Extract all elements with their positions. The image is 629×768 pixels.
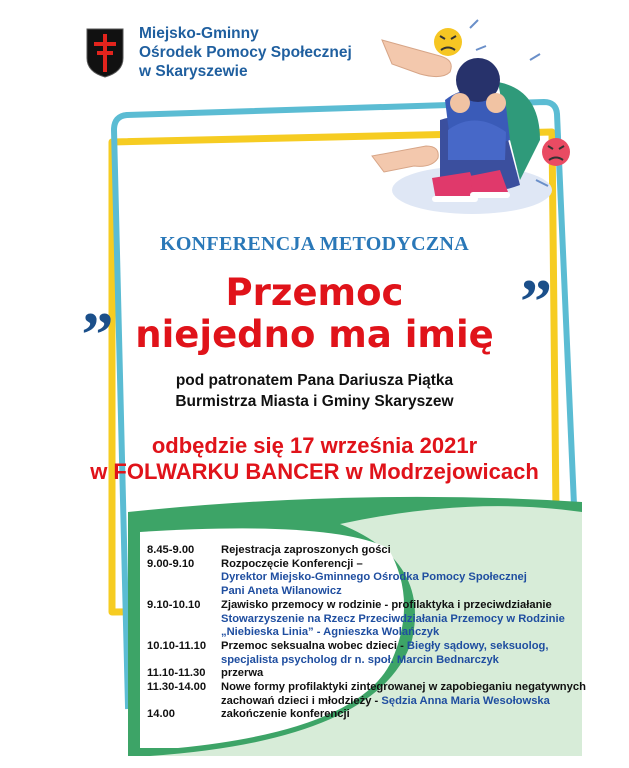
schedule-row	[147, 708, 597, 722]
schedule-topic: Przemoc seksualna wobec dzieci -	[221, 639, 407, 652]
schedule-time: 9.10-10.10	[147, 598, 201, 611]
schedule-row	[147, 640, 597, 654]
schedule-description	[221, 599, 597, 613]
schedule-time: 10.10-11.10	[147, 639, 207, 652]
schedule-time	[147, 626, 221, 640]
schedule-description	[221, 585, 597, 599]
schedule-row	[147, 558, 597, 572]
schedule-row	[147, 571, 597, 585]
schedule-speaker: Dyrektor Miejsko-Gminnego Ośrodka Pomocy Społecznej	[221, 571, 527, 584]
schedule-speaker: Biegły sądowy, seksuolog,	[406, 639, 549, 652]
event-date: odbędzie się 17 września 2021r	[151, 433, 478, 458]
event-info	[0, 433, 629, 485]
schedule-topic: Nowe formy profilaktyki zintegrowanej w zapobieganiu negatywnych	[221, 681, 586, 694]
title-line-2: niejedno ma imię	[135, 313, 494, 356]
angry-face-icon	[434, 28, 462, 56]
patronage-line: Burmistrza Miasta i Gminy Skaryszew	[175, 393, 454, 410]
schedule-description	[221, 544, 597, 558]
schedule-description	[221, 613, 597, 627]
schedule-description	[221, 626, 597, 640]
schedule-speaker: Sędzia Anna Maria Wesołowska	[381, 694, 550, 707]
schedule-time: 11.10-11.30	[147, 667, 206, 680]
coat-of-arms-icon	[86, 28, 124, 78]
schedule-time	[147, 695, 221, 709]
schedule-topic: zakończenie konferencji	[221, 708, 350, 721]
schedule-row	[147, 613, 597, 627]
schedule-row	[147, 654, 597, 668]
schedule-description	[221, 558, 597, 572]
schedule-time: 14.00	[147, 708, 175, 721]
schedule-description	[221, 681, 597, 695]
angry-face-icon	[542, 138, 570, 166]
event-location: w FOLWARKU BANCER w Modrzejowicach	[90, 459, 539, 484]
schedule-topic: przerwa	[221, 667, 264, 680]
schedule-time: 8.45-9.00	[147, 544, 195, 556]
schedule	[147, 544, 597, 722]
organization-name	[139, 24, 352, 81]
schedule-topic: Rejestracja zaproszonych gości	[221, 544, 391, 556]
organization-line: w Skaryszewie	[139, 63, 248, 80]
pointing-hand-icon	[372, 146, 438, 172]
conference-kicker: KONFERENCJA METODYCZNA	[159, 233, 470, 255]
patronage	[0, 370, 629, 412]
quote-close: ”	[520, 266, 552, 337]
organization-line: Miejsko-Gminny	[139, 25, 259, 42]
organization-line: Ośrodek Pomocy Społecznej	[139, 44, 352, 61]
schedule-row	[147, 695, 597, 709]
schedule-row	[147, 544, 597, 558]
schedule-speaker: specjalista psycholog dr n. społ. Marcin Bednarczyk	[221, 653, 499, 666]
title-line-1: Przemoc	[225, 271, 404, 314]
schedule-description	[221, 695, 597, 709]
schedule-speaker: Stowarzyszenie na Rzecz Przeciwdziałania Przemocy w Rodzinie	[221, 612, 565, 625]
schedule-topic: zachowań dzieci i młodzieży -	[221, 694, 382, 707]
schedule-description	[221, 708, 597, 722]
schedule-time	[147, 613, 221, 627]
schedule-time	[147, 571, 221, 585]
schedule-time	[147, 585, 221, 599]
schedule-description	[221, 654, 597, 668]
schedule-topic: Rozpoczęcie Konferencji –	[221, 557, 363, 570]
quote-open: „	[82, 266, 114, 337]
schedule-topic: Zjawisko przemocy w rodzinie - profilaktyka i przeciwdziałanie	[221, 598, 552, 611]
schedule-row	[147, 599, 597, 613]
schedule-description	[221, 571, 597, 585]
schedule-time	[147, 654, 221, 668]
schedule-row	[147, 585, 597, 599]
schedule-description	[221, 640, 597, 654]
schedule-row	[147, 681, 597, 695]
schedule-row	[147, 667, 597, 681]
schedule-speaker: Pani Aneta Wilanowicz	[221, 585, 342, 598]
schedule-time: 9.00-9.10	[147, 557, 195, 570]
schedule-time: 11.30-14.00	[147, 681, 207, 694]
schedule-row	[147, 626, 597, 640]
schedule-speaker: „Niebieska Linia” - Agnieszka Wolańczyk	[221, 626, 440, 639]
patronage-line: pod patronatem Pana Dariusza Piątka	[175, 372, 454, 389]
schedule-description	[221, 667, 597, 681]
